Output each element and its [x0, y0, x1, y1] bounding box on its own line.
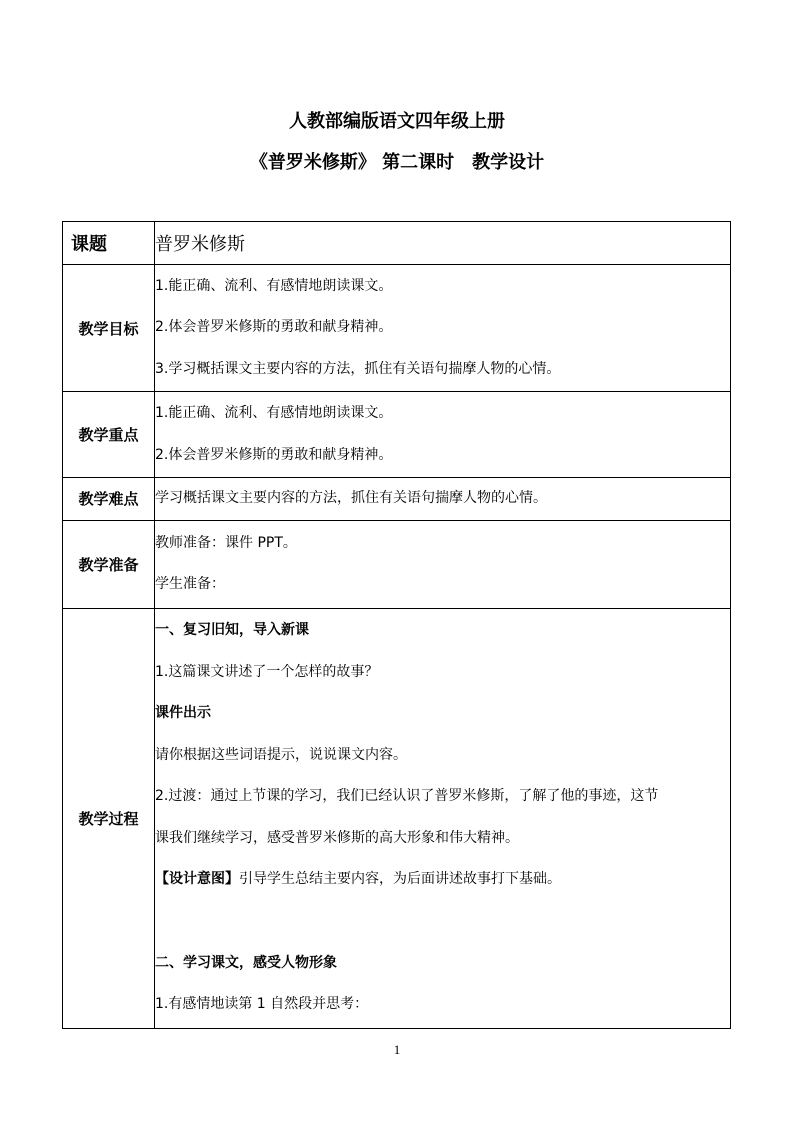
- process-line: 2.过渡：通过上节课的学习，我们已经认识了普罗米修斯，了解了他的事迹，这节: [155, 788, 659, 805]
- page-number: 1: [393, 1042, 401, 1057]
- section-heading: 一、复习旧知，导入新课: [155, 622, 309, 639]
- label-key: 教学重点: [63, 392, 155, 478]
- row-topic: [63, 222, 731, 265]
- process-line: 课我们继续学习，感受普罗米修斯的高大形象和伟大精神。: [155, 829, 519, 846]
- value-key: [155, 392, 731, 478]
- difficulty-text: 学习概括课文主要内容的方法，抓住有关语句揣摩人物的心情。: [155, 490, 547, 506]
- row-key: [63, 392, 731, 478]
- key-item: 2.体会普罗米修斯的勇敢和献身精神。: [155, 446, 393, 463]
- process-line: 1.这篇课文讲述了一个怎样的故事？: [155, 663, 379, 680]
- row-prep: [63, 520, 731, 608]
- value-goals: [155, 265, 731, 392]
- label-difficulty: 教学难点: [63, 478, 155, 521]
- value-topic: 普罗米修斯: [155, 222, 731, 265]
- document-title: 人教部编版语文四年级上册: [289, 111, 505, 132]
- label-prep: 教学准备: [63, 520, 155, 608]
- row-difficulty: [63, 478, 731, 521]
- value-prep: [155, 520, 731, 608]
- process-line: 请你根据这些词语提示，说说课文内容。: [155, 746, 407, 763]
- spacer: [155, 901, 730, 943]
- document-subtitle: 《普罗米修斯》 第二课时 教学设计: [249, 152, 545, 173]
- design-intent-label: 【设计意图】: [155, 871, 239, 888]
- goal-item: 2.体会普罗米修斯的勇敢和献身精神。: [155, 319, 393, 336]
- value-difficulty: [155, 478, 731, 521]
- row-process: [63, 608, 731, 1028]
- label-goals: 教学目标: [63, 265, 155, 392]
- key-item: 1.能正确、流利、有感情地朗读课文。: [155, 405, 393, 421]
- goal-item: 1.能正确、流利、有感情地朗读课文。: [155, 277, 393, 294]
- design-intent: [155, 859, 730, 901]
- label-process: 教学过程: [63, 608, 155, 1028]
- prep-item: 教师准备：课件 PPT。: [155, 534, 297, 551]
- goal-item: 3.学习概括课文主要内容的方法，抓住有关语句揣摩人物的心情。: [155, 360, 561, 377]
- prep-item: 学生准备：: [155, 576, 225, 592]
- process-line: 1.有感情地读第 1 自然段并思考：: [155, 996, 369, 1013]
- courseware-heading: 课件出示: [155, 705, 211, 722]
- section-heading: 二、学习课文，感受人物形象: [155, 954, 337, 971]
- design-intent-text: 引导学生总结主要内容，为后面讲述故事打下基础。: [239, 871, 561, 888]
- label-topic: 课题: [63, 222, 155, 265]
- lesson-plan-table: [62, 221, 731, 1029]
- row-goals: [63, 265, 731, 392]
- value-process: [155, 608, 731, 1028]
